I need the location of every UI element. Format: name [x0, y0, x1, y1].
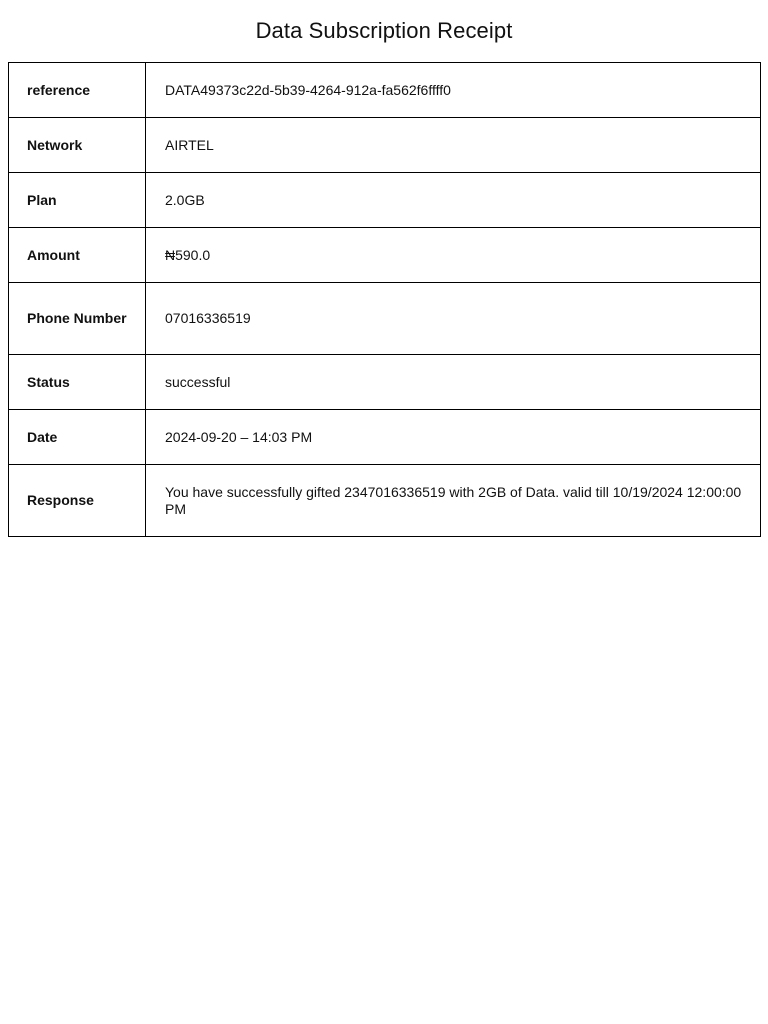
- table-row-date: [9, 410, 761, 465]
- table-row-response: [9, 465, 761, 537]
- row-value: AIRTEL: [146, 118, 761, 173]
- row-label: Date: [9, 410, 146, 465]
- table-row-reference: [9, 63, 761, 118]
- row-value: 2.0GB: [146, 173, 761, 228]
- row-value: ₦590.0: [146, 228, 761, 283]
- table-row-amount: [9, 228, 761, 283]
- table-row-plan: [9, 173, 761, 228]
- row-label: Phone Number: [9, 283, 146, 355]
- row-label: Network: [9, 118, 146, 173]
- row-value: successful: [146, 355, 761, 410]
- receipt-table: [8, 62, 761, 537]
- row-label: Status: [9, 355, 146, 410]
- row-value: You have successfully gifted 2347016336519 with 2GB of Data. valid till 10/19/2024 12:00:00 PM: [146, 465, 761, 537]
- row-value: DATA49373c22d-5b39-4264-912a-fa562f6ffff0: [146, 63, 761, 118]
- table-row-status: [9, 355, 761, 410]
- row-label: Plan: [9, 173, 146, 228]
- table-row-phone-number: [9, 283, 761, 355]
- row-value: 2024-09-20 – 14:03 PM: [146, 410, 761, 465]
- row-label: Response: [9, 465, 146, 537]
- table-row-network: [9, 118, 761, 173]
- row-label: Amount: [9, 228, 146, 283]
- page-title: Data Subscription Receipt: [255, 18, 513, 43]
- row-value: 07016336519: [146, 283, 761, 355]
- row-label: reference: [9, 63, 146, 118]
